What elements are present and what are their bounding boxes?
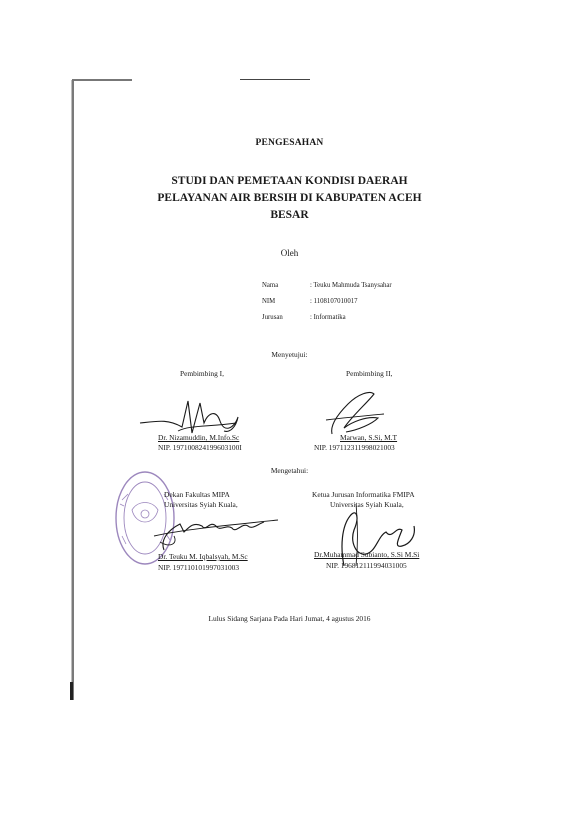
jurusan-value: : Informatika	[310, 314, 346, 321]
pembimbing1-nip: NIP. 197100824199603100I	[158, 443, 242, 452]
nim-value: : 1108107010017	[310, 298, 358, 305]
signature-dekan	[150, 506, 282, 554]
ketua-nip: NIP. 196812111994031005	[326, 561, 407, 570]
title-line-1: STUDI DAN PEMETAAN KONDISI DAERAH	[171, 175, 408, 187]
pembimbing2-nip: NIP. 197112311998021003	[314, 443, 395, 452]
jurusan-label: Jurusan	[262, 314, 283, 321]
page-heading: PENGESAHAN	[255, 138, 324, 148]
menyetujui-label: Menyetujui:	[271, 350, 308, 359]
nim-label: NIM	[262, 298, 276, 305]
dekan-role-line1: Dekan Fakultas MIPA	[164, 490, 230, 499]
title-line-2: PELAYANAN AIR BERSIH DI KABUPATEN ACEH	[157, 192, 422, 204]
pembimbing2-role: Pembimbing II,	[346, 369, 393, 378]
nama-value: : Teuku Mahmuda Tsanysahar	[310, 282, 392, 289]
page-edge-mark	[240, 79, 310, 80]
page-edge-mark	[70, 682, 73, 700]
ketua-role-line1: Ketua Jurusan Informatika FMIPA	[312, 490, 415, 499]
oleh-label: Oleh	[280, 248, 299, 258]
dekan-name: Dr. Teuku M. Iqbalsyah, M.Sc	[158, 552, 248, 561]
ketua-role-line2: Universitas Syiah Kuala,	[330, 500, 404, 509]
dekan-nip: NIP. 197110101997031003	[158, 563, 240, 572]
title-line-3: BESAR	[270, 209, 309, 221]
signature-pembimbing2	[322, 386, 392, 440]
lulus-statement: Lulus Sidang Sarjana Pada Hari Jumat, 4 agustus 2016	[208, 614, 371, 623]
pembimbing1-role: Pembimbing I,	[180, 369, 224, 378]
dekan-role-line2: Universitas Syiah Kuala,	[164, 500, 238, 509]
pembimbing2-name: Marwan, S.Si, M.T	[340, 433, 398, 442]
ketua-name: Dr.Muhammad Subianto, S.Si M.Si	[314, 550, 420, 559]
mengetahui-label: Mengetahui:	[270, 466, 309, 475]
page-edge-mark	[72, 79, 132, 81]
pembimbing1-name: Dr. Nizamuddin, M.Info.Sc	[158, 433, 240, 442]
nama-label: Nama	[262, 282, 279, 289]
